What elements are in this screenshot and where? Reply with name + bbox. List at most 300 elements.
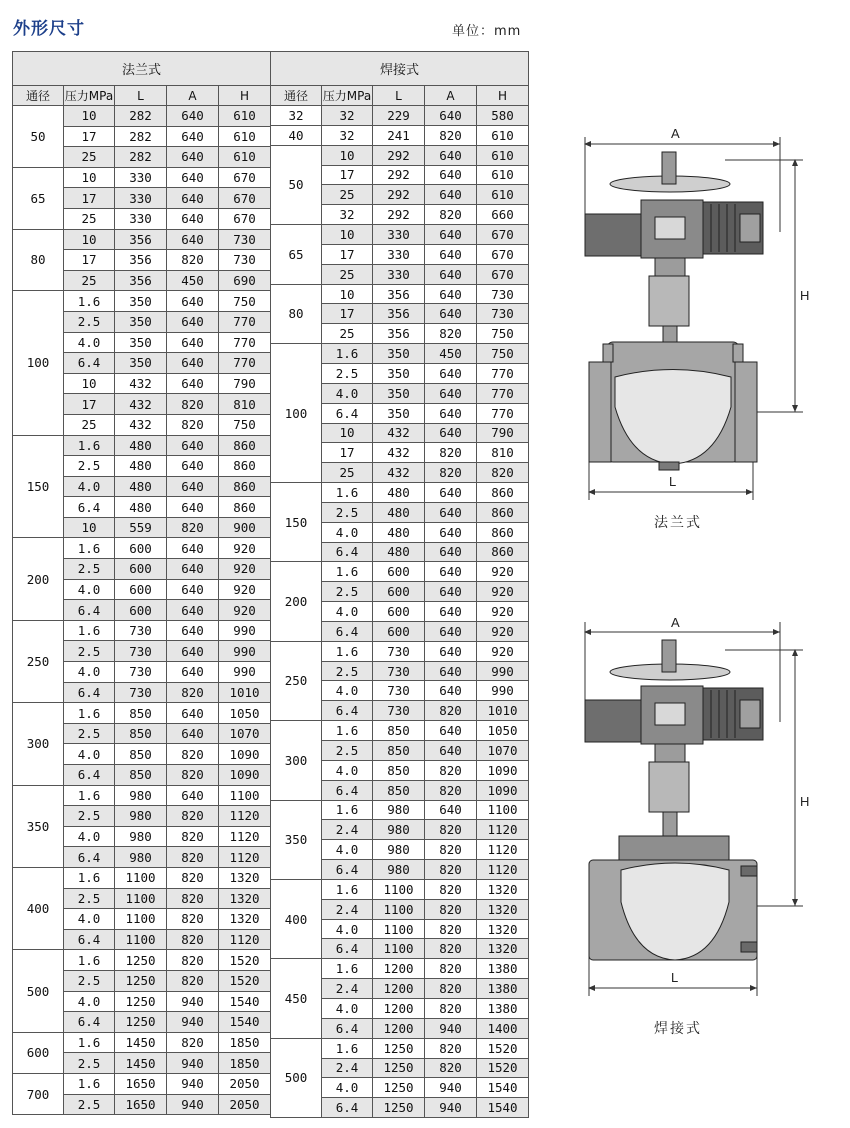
a-cell: 820 bbox=[425, 1058, 477, 1078]
a-cell: 820 bbox=[425, 780, 477, 800]
pressure-cell: 25 bbox=[322, 324, 373, 344]
pressure-cell: 6.4 bbox=[64, 765, 115, 786]
l-cell: 980 bbox=[373, 820, 425, 840]
l-cell: 850 bbox=[373, 780, 425, 800]
pressure-cell: 10 bbox=[322, 284, 373, 304]
h-cell: 770 bbox=[219, 332, 271, 353]
a-cell: 640 bbox=[167, 126, 219, 147]
l-cell: 730 bbox=[115, 641, 167, 662]
pressure-cell: 1.6 bbox=[322, 641, 373, 661]
pressure-cell: 17 bbox=[64, 250, 115, 271]
h-cell: 1850 bbox=[219, 1032, 271, 1053]
pressure-cell: 4.0 bbox=[322, 840, 373, 860]
pressure-cell: 1.6 bbox=[322, 959, 373, 979]
h-cell: 610 bbox=[477, 125, 529, 145]
l-cell: 850 bbox=[115, 744, 167, 765]
l-cell: 730 bbox=[373, 701, 425, 721]
pressure-cell: 25 bbox=[64, 414, 115, 435]
h-cell: 1100 bbox=[219, 785, 271, 806]
h-cell: 1050 bbox=[477, 721, 529, 741]
l-cell: 980 bbox=[115, 785, 167, 806]
pressure-cell: 6.4 bbox=[322, 542, 373, 562]
flange-dimension-table bbox=[12, 51, 271, 1115]
a-cell: 640 bbox=[425, 106, 477, 126]
pressure-cell: 17 bbox=[64, 188, 115, 209]
h-cell: 670 bbox=[219, 188, 271, 209]
pressure-cell: 2.5 bbox=[64, 1094, 115, 1115]
a-cell: 640 bbox=[425, 185, 477, 205]
pressure-cell: 1.6 bbox=[64, 620, 115, 641]
h-cell: 770 bbox=[219, 311, 271, 332]
h-cell: 770 bbox=[477, 363, 529, 383]
h-cell: 900 bbox=[219, 517, 271, 538]
a-cell: 820 bbox=[425, 760, 477, 780]
table-row bbox=[271, 959, 529, 979]
h-cell: 1100 bbox=[477, 800, 529, 820]
a-cell: 820 bbox=[167, 929, 219, 950]
a-cell: 820 bbox=[425, 205, 477, 225]
pressure-cell: 32 bbox=[322, 106, 373, 126]
l-cell: 1200 bbox=[373, 1018, 425, 1038]
a-cell: 820 bbox=[167, 250, 219, 271]
pressure-cell: 2.4 bbox=[322, 899, 373, 919]
l-cell: 1100 bbox=[115, 888, 167, 909]
h-cell: 1520 bbox=[219, 970, 271, 991]
h-cell: 1090 bbox=[477, 780, 529, 800]
h-cell: 920 bbox=[477, 562, 529, 582]
h-cell: 1320 bbox=[219, 909, 271, 930]
nominal-diameter-cell: 150 bbox=[13, 435, 64, 538]
page-title: 外形尺寸 bbox=[13, 19, 85, 39]
pressure-cell: 6.4 bbox=[322, 621, 373, 641]
a-cell: 820 bbox=[425, 899, 477, 919]
a-cell: 640 bbox=[425, 542, 477, 562]
col-header-pressure: 压力MPa bbox=[64, 86, 115, 106]
a-cell: 640 bbox=[425, 741, 477, 761]
pressure-cell: 4.0 bbox=[64, 826, 115, 847]
l-cell: 432 bbox=[115, 394, 167, 415]
pressure-cell: 2.4 bbox=[322, 979, 373, 999]
a-cell: 820 bbox=[425, 998, 477, 1018]
table-row bbox=[13, 538, 271, 559]
pressure-cell: 2.5 bbox=[64, 888, 115, 909]
h-cell: 990 bbox=[219, 662, 271, 683]
a-cell: 640 bbox=[167, 476, 219, 497]
table-row bbox=[13, 785, 271, 806]
h-cell: 1380 bbox=[477, 998, 529, 1018]
l-cell: 600 bbox=[115, 579, 167, 600]
h-cell: 1120 bbox=[219, 847, 271, 868]
pressure-cell: 2.5 bbox=[64, 641, 115, 662]
l-cell: 356 bbox=[373, 284, 425, 304]
h-cell: 610 bbox=[219, 126, 271, 147]
l-cell: 980 bbox=[115, 847, 167, 868]
pressure-cell: 1.6 bbox=[64, 1032, 115, 1053]
a-cell: 940 bbox=[167, 1073, 219, 1094]
a-cell: 820 bbox=[167, 394, 219, 415]
pressure-cell: 4.0 bbox=[322, 383, 373, 403]
a-cell: 820 bbox=[167, 950, 219, 971]
a-cell: 640 bbox=[167, 620, 219, 641]
pressure-cell: 1.6 bbox=[64, 1073, 115, 1094]
pressure-cell: 10 bbox=[322, 225, 373, 245]
pressure-cell: 25 bbox=[64, 147, 115, 168]
h-cell: 990 bbox=[477, 661, 529, 681]
pressure-cell: 4.0 bbox=[64, 476, 115, 497]
h-cell: 670 bbox=[219, 208, 271, 229]
h-cell: 990 bbox=[219, 620, 271, 641]
flange-valve-drawing bbox=[575, 122, 815, 507]
a-cell: 640 bbox=[167, 291, 219, 312]
a-cell: 940 bbox=[425, 1018, 477, 1038]
pressure-cell: 1.6 bbox=[64, 291, 115, 312]
h-cell: 770 bbox=[219, 353, 271, 374]
a-cell: 820 bbox=[425, 840, 477, 860]
col-header-pressure: 压力MPa bbox=[322, 86, 373, 106]
l-cell: 282 bbox=[115, 147, 167, 168]
a-cell: 820 bbox=[167, 765, 219, 786]
pressure-cell: 4.0 bbox=[322, 602, 373, 622]
a-cell: 640 bbox=[167, 353, 219, 374]
a-cell: 640 bbox=[425, 721, 477, 741]
pressure-cell: 6.4 bbox=[64, 847, 115, 868]
h-cell: 860 bbox=[477, 542, 529, 562]
a-cell: 940 bbox=[425, 1098, 477, 1118]
a-cell: 640 bbox=[425, 403, 477, 423]
pressure-cell: 2.5 bbox=[322, 582, 373, 602]
table-row bbox=[271, 483, 529, 503]
l-cell: 350 bbox=[115, 311, 167, 332]
pressure-cell: 4.0 bbox=[64, 909, 115, 930]
l-cell: 1250 bbox=[115, 970, 167, 991]
table-row bbox=[271, 145, 529, 165]
a-cell: 820 bbox=[425, 919, 477, 939]
table-row bbox=[271, 125, 529, 145]
nominal-diameter-cell: 400 bbox=[13, 867, 64, 949]
h-cell: 1850 bbox=[219, 1053, 271, 1074]
pressure-cell: 2.4 bbox=[322, 1058, 373, 1078]
a-cell: 820 bbox=[167, 826, 219, 847]
l-cell: 292 bbox=[373, 145, 425, 165]
nominal-diameter-cell: 250 bbox=[13, 620, 64, 702]
l-cell: 980 bbox=[373, 860, 425, 880]
pressure-cell: 25 bbox=[64, 208, 115, 229]
h-cell: 1540 bbox=[477, 1098, 529, 1118]
a-cell: 640 bbox=[167, 703, 219, 724]
l-cell: 850 bbox=[115, 723, 167, 744]
table-row bbox=[13, 106, 271, 127]
h-cell: 1320 bbox=[477, 899, 529, 919]
a-cell: 640 bbox=[425, 145, 477, 165]
pressure-cell: 6.4 bbox=[322, 701, 373, 721]
l-cell: 350 bbox=[373, 363, 425, 383]
h-cell: 1120 bbox=[219, 826, 271, 847]
a-cell: 820 bbox=[167, 909, 219, 930]
table-row bbox=[13, 1032, 271, 1053]
a-cell: 640 bbox=[425, 661, 477, 681]
a-cell: 450 bbox=[167, 270, 219, 291]
a-cell: 940 bbox=[167, 1053, 219, 1074]
h-cell: 790 bbox=[477, 423, 529, 443]
a-cell: 820 bbox=[167, 414, 219, 435]
h-cell: 1120 bbox=[477, 860, 529, 880]
a-cell: 820 bbox=[167, 1032, 219, 1053]
pressure-cell: 4.0 bbox=[64, 579, 115, 600]
pressure-cell: 10 bbox=[64, 106, 115, 127]
h-cell: 990 bbox=[219, 641, 271, 662]
h-cell: 860 bbox=[219, 456, 271, 477]
flange-table-title: 法兰式 bbox=[13, 52, 271, 86]
h-cell: 610 bbox=[477, 145, 529, 165]
l-cell: 356 bbox=[115, 229, 167, 250]
l-cell: 1100 bbox=[373, 899, 425, 919]
a-cell: 640 bbox=[167, 579, 219, 600]
a-cell: 640 bbox=[167, 147, 219, 168]
table-row bbox=[13, 703, 271, 724]
table-row bbox=[271, 879, 529, 899]
l-cell: 850 bbox=[115, 765, 167, 786]
a-cell: 640 bbox=[425, 383, 477, 403]
a-cell: 640 bbox=[167, 106, 219, 127]
a-cell: 820 bbox=[167, 744, 219, 765]
h-cell: 1540 bbox=[477, 1078, 529, 1098]
h-cell: 730 bbox=[219, 229, 271, 250]
pressure-cell: 1.6 bbox=[64, 538, 115, 559]
l-cell: 1250 bbox=[115, 991, 167, 1012]
pressure-cell: 2.5 bbox=[64, 1053, 115, 1074]
pressure-cell: 10 bbox=[322, 423, 373, 443]
pressure-cell: 2.5 bbox=[322, 363, 373, 383]
h-cell: 1520 bbox=[219, 950, 271, 971]
l-cell: 292 bbox=[373, 205, 425, 225]
pressure-cell: 10 bbox=[322, 145, 373, 165]
l-cell: 1200 bbox=[373, 979, 425, 999]
h-cell: 1540 bbox=[219, 1012, 271, 1033]
a-cell: 820 bbox=[425, 979, 477, 999]
h-cell: 690 bbox=[219, 270, 271, 291]
a-cell: 640 bbox=[167, 435, 219, 456]
pressure-cell: 17 bbox=[322, 443, 373, 463]
l-cell: 356 bbox=[373, 304, 425, 324]
l-cell: 1250 bbox=[115, 950, 167, 971]
a-cell: 640 bbox=[167, 167, 219, 188]
h-cell: 1320 bbox=[477, 919, 529, 939]
l-cell: 1250 bbox=[373, 1058, 425, 1078]
l-cell: 850 bbox=[373, 721, 425, 741]
l-cell: 356 bbox=[115, 270, 167, 291]
h-cell: 1380 bbox=[477, 959, 529, 979]
a-cell: 820 bbox=[167, 682, 219, 703]
table-row bbox=[13, 950, 271, 971]
a-cell: 640 bbox=[425, 522, 477, 542]
nominal-diameter-cell: 200 bbox=[13, 538, 64, 620]
l-cell: 480 bbox=[373, 542, 425, 562]
l-cell: 980 bbox=[373, 800, 425, 820]
nominal-diameter-cell: 500 bbox=[13, 950, 64, 1032]
a-cell: 640 bbox=[167, 188, 219, 209]
pressure-cell: 25 bbox=[322, 463, 373, 483]
a-cell: 640 bbox=[167, 208, 219, 229]
l-cell: 330 bbox=[115, 188, 167, 209]
l-cell: 480 bbox=[373, 502, 425, 522]
l-cell: 1100 bbox=[373, 939, 425, 959]
h-cell: 990 bbox=[477, 681, 529, 701]
a-cell: 640 bbox=[425, 225, 477, 245]
pressure-cell: 1.6 bbox=[322, 344, 373, 364]
weld-dim-l-label: L bbox=[671, 970, 679, 985]
pressure-cell: 4.0 bbox=[322, 522, 373, 542]
a-cell: 820 bbox=[425, 324, 477, 344]
nominal-diameter-cell: 200 bbox=[271, 562, 322, 641]
h-cell: 2050 bbox=[219, 1094, 271, 1115]
pressure-cell: 2.5 bbox=[64, 559, 115, 580]
pressure-cell: 17 bbox=[64, 126, 115, 147]
nominal-diameter-cell: 350 bbox=[13, 785, 64, 867]
l-cell: 600 bbox=[373, 621, 425, 641]
h-cell: 1120 bbox=[477, 820, 529, 840]
h-cell: 1320 bbox=[477, 879, 529, 899]
a-cell: 640 bbox=[167, 229, 219, 250]
l-cell: 1100 bbox=[115, 909, 167, 930]
pressure-cell: 1.6 bbox=[64, 950, 115, 971]
weld-table-title: 焊接式 bbox=[271, 52, 529, 86]
a-cell: 640 bbox=[167, 311, 219, 332]
pressure-cell: 1.6 bbox=[322, 800, 373, 820]
l-cell: 330 bbox=[373, 264, 425, 284]
pressure-cell: 10 bbox=[64, 517, 115, 538]
weld-dim-a-label: A bbox=[671, 615, 680, 630]
table-row bbox=[13, 1073, 271, 1094]
a-cell: 640 bbox=[167, 723, 219, 744]
l-cell: 600 bbox=[373, 582, 425, 602]
l-cell: 600 bbox=[115, 600, 167, 621]
a-cell: 940 bbox=[167, 1094, 219, 1115]
nominal-diameter-cell: 400 bbox=[271, 879, 322, 958]
h-cell: 1090 bbox=[219, 744, 271, 765]
a-cell: 820 bbox=[425, 443, 477, 463]
nominal-diameter-cell: 700 bbox=[13, 1073, 64, 1114]
flange-dim-h-label: H bbox=[800, 288, 810, 303]
pressure-cell: 6.4 bbox=[64, 497, 115, 518]
table-row bbox=[13, 229, 271, 250]
a-cell: 640 bbox=[425, 363, 477, 383]
h-cell: 730 bbox=[219, 250, 271, 271]
l-cell: 350 bbox=[115, 332, 167, 353]
h-cell: 730 bbox=[477, 284, 529, 304]
pressure-cell: 2.5 bbox=[64, 806, 115, 827]
h-cell: 670 bbox=[477, 264, 529, 284]
l-cell: 350 bbox=[373, 344, 425, 364]
h-cell: 610 bbox=[219, 147, 271, 168]
pressure-cell: 6.4 bbox=[322, 939, 373, 959]
a-cell: 640 bbox=[425, 423, 477, 443]
h-cell: 1400 bbox=[477, 1018, 529, 1038]
l-cell: 432 bbox=[373, 463, 425, 483]
h-cell: 750 bbox=[219, 414, 271, 435]
pressure-cell: 6.4 bbox=[64, 1012, 115, 1033]
nominal-diameter-cell: 300 bbox=[13, 703, 64, 785]
l-cell: 432 bbox=[115, 373, 167, 394]
a-cell: 940 bbox=[167, 1012, 219, 1033]
pressure-cell: 25 bbox=[322, 185, 373, 205]
a-cell: 820 bbox=[425, 1038, 477, 1058]
h-cell: 1070 bbox=[219, 723, 271, 744]
h-cell: 790 bbox=[219, 373, 271, 394]
h-cell: 1320 bbox=[219, 888, 271, 909]
h-cell: 1090 bbox=[219, 765, 271, 786]
h-cell: 750 bbox=[477, 344, 529, 364]
a-cell: 820 bbox=[167, 517, 219, 538]
h-cell: 1070 bbox=[477, 741, 529, 761]
pressure-cell: 6.4 bbox=[322, 1018, 373, 1038]
l-cell: 480 bbox=[373, 522, 425, 542]
pressure-cell: 6.4 bbox=[322, 780, 373, 800]
l-cell: 282 bbox=[115, 106, 167, 127]
pressure-cell: 17 bbox=[322, 165, 373, 185]
l-cell: 350 bbox=[115, 291, 167, 312]
h-cell: 1520 bbox=[477, 1038, 529, 1058]
l-cell: 356 bbox=[115, 250, 167, 271]
h-cell: 610 bbox=[477, 165, 529, 185]
h-cell: 860 bbox=[477, 522, 529, 542]
h-cell: 670 bbox=[477, 244, 529, 264]
pressure-cell: 1.6 bbox=[64, 785, 115, 806]
l-cell: 350 bbox=[373, 383, 425, 403]
pressure-cell: 1.6 bbox=[322, 721, 373, 741]
h-cell: 920 bbox=[219, 579, 271, 600]
a-cell: 640 bbox=[425, 244, 477, 264]
h-cell: 580 bbox=[477, 106, 529, 126]
pressure-cell: 1.6 bbox=[64, 703, 115, 724]
a-cell: 820 bbox=[425, 820, 477, 840]
l-cell: 1250 bbox=[373, 1078, 425, 1098]
flange-dim-a-label: A bbox=[671, 126, 680, 141]
a-cell: 450 bbox=[425, 344, 477, 364]
table-row bbox=[13, 291, 271, 312]
h-cell: 1540 bbox=[219, 991, 271, 1012]
h-cell: 860 bbox=[219, 476, 271, 497]
a-cell: 640 bbox=[167, 641, 219, 662]
pressure-cell: 1.6 bbox=[322, 483, 373, 503]
col-header-l: L bbox=[115, 86, 167, 106]
table-row bbox=[271, 106, 529, 126]
a-cell: 820 bbox=[425, 701, 477, 721]
l-cell: 350 bbox=[115, 353, 167, 374]
pressure-cell: 4.0 bbox=[322, 760, 373, 780]
h-cell: 660 bbox=[477, 205, 529, 225]
l-cell: 980 bbox=[115, 806, 167, 827]
l-cell: 730 bbox=[373, 641, 425, 661]
a-cell: 640 bbox=[425, 582, 477, 602]
table-row bbox=[271, 641, 529, 661]
nominal-diameter-cell: 450 bbox=[271, 959, 322, 1038]
l-cell: 1450 bbox=[115, 1053, 167, 1074]
h-cell: 750 bbox=[477, 324, 529, 344]
l-cell: 480 bbox=[373, 483, 425, 503]
a-cell: 640 bbox=[167, 600, 219, 621]
l-cell: 330 bbox=[373, 244, 425, 264]
a-cell: 940 bbox=[425, 1078, 477, 1098]
weld-dimension-table bbox=[270, 51, 529, 1118]
pressure-cell: 2.5 bbox=[322, 741, 373, 761]
pressure-cell: 4.0 bbox=[64, 662, 115, 683]
h-cell: 770 bbox=[477, 403, 529, 423]
l-cell: 330 bbox=[115, 167, 167, 188]
pressure-cell: 4.0 bbox=[322, 998, 373, 1018]
h-cell: 810 bbox=[477, 443, 529, 463]
l-cell: 480 bbox=[115, 497, 167, 518]
h-cell: 1120 bbox=[219, 806, 271, 827]
